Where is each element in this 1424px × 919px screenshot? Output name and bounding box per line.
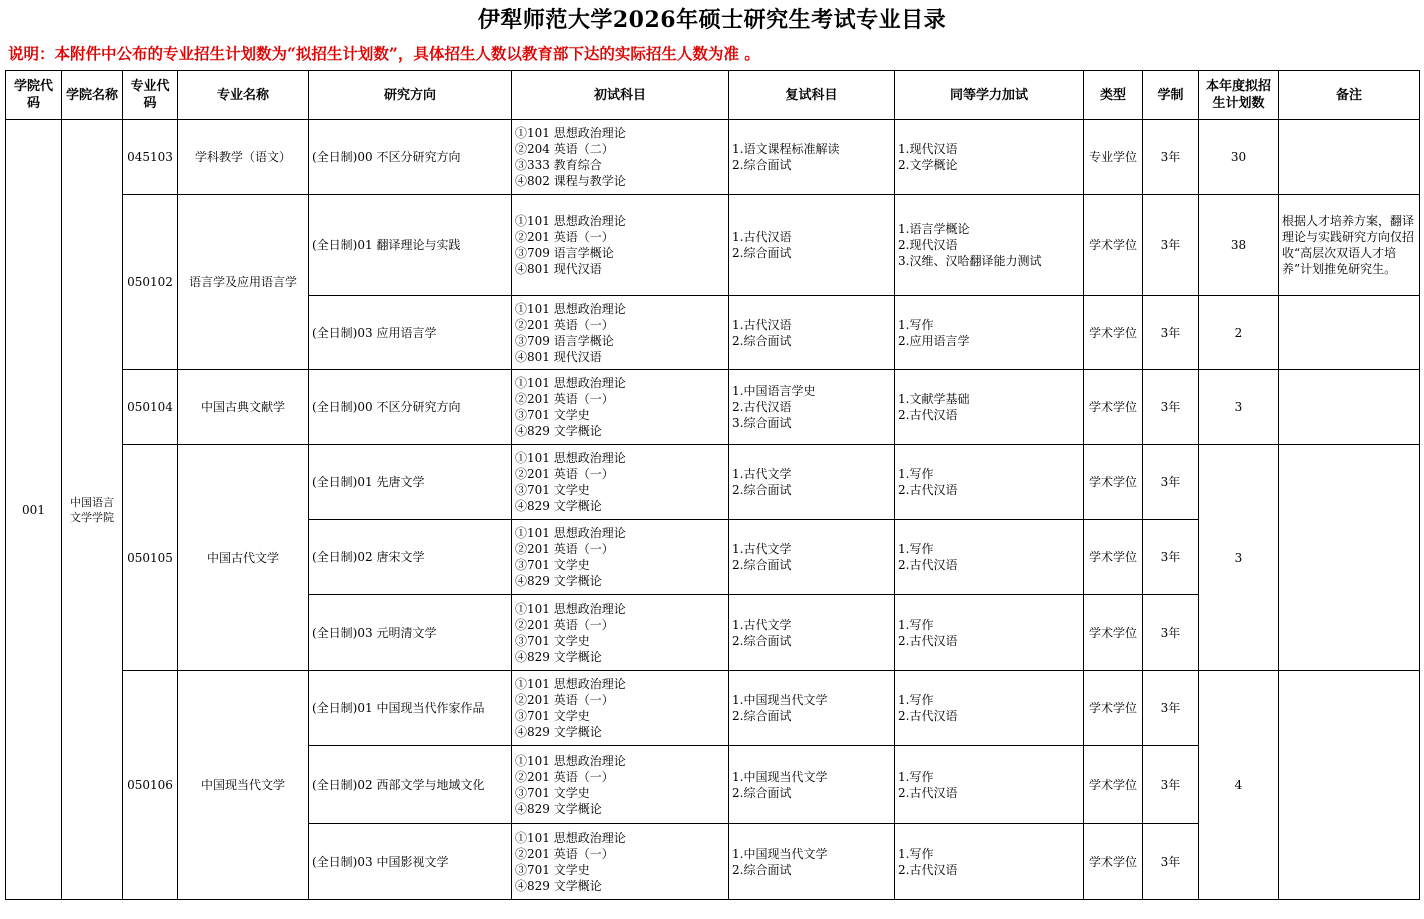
equivalent-subject: 1.写作 [898, 467, 934, 481]
direction-cell: (全日制)03 应用语言学 [309, 296, 512, 370]
equivalent-exam-cell [895, 195, 1084, 296]
college-name-cell: 中国语言文学学院 [62, 120, 123, 900]
prelim-subject: ③701 文学史 [515, 558, 590, 572]
table-row [6, 195, 1420, 296]
prelim-subject: ②201 英语（一） [515, 317, 614, 332]
retest-subjects-cell [729, 746, 895, 824]
direction-cell: (全日制)03 中国影视文学 [309, 824, 512, 900]
type-cell: 学术学位 [1084, 296, 1143, 370]
retest-subject: 2.综合面试 [732, 862, 792, 877]
retest-subject: 1.中国现当代文学 [732, 846, 828, 861]
retest-subject: 1.中国现当代文学 [732, 769, 828, 784]
prelim-subject: ②201 英语（一） [515, 693, 614, 707]
prelim-subject: ①101 思想政治理论 [515, 214, 626, 228]
duration-cell: 3年 [1143, 824, 1199, 900]
table-row [6, 671, 1420, 746]
plan-cell: 3 [1199, 445, 1279, 671]
prelim-subjects-cell [512, 370, 729, 445]
prelim-subject: ③701 文学史 [515, 785, 590, 800]
retest-subject: 2.综合面试 [732, 633, 792, 648]
retest-subjects-cell [729, 120, 895, 195]
direction-cell: (全日制)02 西部文学与地域文化 [309, 746, 512, 824]
header-equivalent-exam: 同等学力加试 [895, 71, 1084, 120]
prelim-subjects-cell [512, 195, 729, 296]
equivalent-exam-cell [895, 370, 1084, 445]
major-code-cell: 050102 [123, 195, 178, 370]
prelim-subject: ③701 文学史 [515, 862, 590, 877]
duration-cell: 3年 [1143, 445, 1199, 520]
direction-cell: (全日制)03 元明清文学 [309, 595, 512, 671]
direction-cell: (全日制)01 先唐文学 [309, 445, 512, 520]
prelim-subjects-cell [512, 824, 729, 900]
equivalent-subject: 2.古代汉语 [898, 709, 958, 723]
retest-subject: 2.古代汉语 [732, 400, 792, 414]
plan-cell: 2 [1199, 296, 1279, 370]
prelim-subject: ③709 语言学概论 [515, 246, 614, 260]
prelim-subject: ②201 英语（一） [515, 392, 614, 406]
equivalent-subject: 1.写作 [898, 693, 934, 707]
prelim-subject: ③701 文学史 [515, 483, 590, 497]
prelim-subject: ④829 文学概论 [515, 725, 602, 739]
type-cell: 学术学位 [1084, 595, 1143, 671]
equivalent-subject: 1.文献学基础 [898, 392, 970, 406]
prelim-subject: ②201 英语（一） [515, 467, 614, 481]
equivalent-exam-cell [895, 445, 1084, 520]
equivalent-subject: 1.语言学概论 [898, 222, 970, 236]
equivalent-exam-cell [895, 824, 1084, 900]
equivalent-subject: 1.写作 [898, 769, 934, 784]
equivalent-subject: 1.写作 [898, 317, 934, 332]
retest-subjects-cell [729, 445, 895, 520]
prelim-subject: ③701 文学史 [515, 633, 590, 648]
direction-cell: (全日制)01 中国现当代作家作品 [309, 671, 512, 746]
prelim-subject: ②201 英语（一） [515, 542, 614, 556]
remark-cell [1279, 370, 1420, 445]
retest-subject: 2.综合面试 [732, 333, 792, 348]
direction-cell: (全日制)01 翻译理论与实践 [309, 195, 512, 296]
remark-cell [1279, 120, 1420, 195]
retest-subject: 1.中国语言学史 [732, 384, 816, 398]
prelim-subject: ①101 思想政治理论 [515, 677, 626, 691]
equivalent-subject: 2.古代汉语 [898, 558, 958, 572]
prelim-subject: ③333 教育综合 [515, 158, 602, 172]
prelim-subject: ④802 课程与教学论 [515, 174, 626, 188]
prelim-subject: ③701 文学史 [515, 709, 590, 723]
major-name-cell: 中国古典文献学 [178, 370, 309, 445]
prelim-subject: ②201 英语（一） [515, 617, 614, 632]
prelim-subjects-cell [512, 595, 729, 671]
prelim-subject: ①101 思想政治理论 [515, 301, 626, 316]
type-cell: 专业学位 [1084, 120, 1143, 195]
prelim-subject: ④801 现代汉语 [515, 262, 602, 276]
remark-cell [1279, 296, 1420, 370]
header-college-code: 学院代码 [6, 71, 62, 120]
prelim-subject: ③701 文学史 [515, 408, 590, 422]
header-remark: 备注 [1279, 71, 1420, 120]
prelim-subject: ②201 英语（一） [515, 230, 614, 244]
header-direction: 研究方向 [309, 71, 512, 120]
program-catalog-table [5, 70, 1420, 900]
header-college-name: 学院名称 [62, 71, 123, 120]
prelim-subject: ④829 文学概论 [515, 499, 602, 513]
header-retest-subjects: 复试科目 [729, 71, 895, 120]
prelim-subject: ④829 文学概论 [515, 424, 602, 438]
major-name-cell: 中国现当代文学 [178, 671, 309, 900]
major-code-cell: 050104 [123, 370, 178, 445]
type-cell: 学术学位 [1084, 671, 1143, 746]
header-prelim-subjects: 初试科目 [512, 71, 729, 120]
major-name-cell: 中国古代文学 [178, 445, 309, 671]
major-name-cell: 学科教学（语文） [178, 120, 309, 195]
plan-cell: 4 [1199, 671, 1279, 900]
type-cell: 学术学位 [1084, 520, 1143, 595]
equivalent-subject: 2.古代汉语 [898, 862, 958, 877]
prelim-subjects-cell [512, 296, 729, 370]
plan-cell: 30 [1199, 120, 1279, 195]
prelim-subject: ④829 文学概论 [515, 878, 602, 893]
retest-subject: 2.综合面试 [732, 483, 792, 497]
retest-subjects-cell [729, 520, 895, 595]
retest-subjects-cell [729, 595, 895, 671]
prelim-subject: ④801 现代汉语 [515, 349, 602, 364]
prelim-subject: ④829 文学概论 [515, 801, 602, 816]
retest-subject: 2.综合面试 [732, 558, 792, 572]
page-title: 伊犁师范大学2026年硕士研究生考试专业目录 [477, 7, 947, 33]
equivalent-subject: 2.现代汉语 [898, 238, 958, 252]
retest-subjects-cell [729, 296, 895, 370]
duration-cell: 3年 [1143, 746, 1199, 824]
equivalent-exam-cell [895, 746, 1084, 824]
major-code-cell: 045103 [123, 120, 178, 195]
direction-cell: (全日制)00 不区分研究方向 [309, 370, 512, 445]
prelim-subjects-cell [512, 445, 729, 520]
table-row [6, 120, 1420, 195]
retest-subjects-cell [729, 671, 895, 746]
retest-subject: 1.古代文学 [732, 467, 792, 481]
retest-subject: 1.古代汉语 [732, 230, 792, 244]
equivalent-exam-cell [895, 120, 1084, 195]
remark-cell: 根据人才培养方案，翻译理论与实践研究方向仅招收“高层次双语人才培养”计划推免研究生。 [1279, 195, 1420, 296]
direction-cell: (全日制)02 唐宋文学 [309, 520, 512, 595]
equivalent-subject: 2.应用语言学 [898, 333, 970, 348]
equivalent-subject: 2.古代汉语 [898, 408, 958, 422]
equivalent-subject: 2.古代汉语 [898, 785, 958, 800]
remark-cell [1279, 445, 1420, 671]
retest-subjects-cell [729, 195, 895, 296]
prelim-subject: ①101 思想政治理论 [515, 526, 626, 540]
header-duration: 学制 [1143, 71, 1199, 120]
college-code-cell: 001 [6, 120, 62, 900]
equivalent-subject: 2.古代汉语 [898, 483, 958, 497]
direction-cell: (全日制)00 不区分研究方向 [309, 120, 512, 195]
equivalent-subject: 3.汉维、汉哈翻译能力测试 [898, 254, 1042, 268]
prelim-subject: ①101 思想政治理论 [515, 753, 626, 768]
equivalent-exam-cell [895, 520, 1084, 595]
remark-cell [1279, 671, 1420, 900]
equivalent-exam-cell [895, 671, 1084, 746]
retest-subjects-cell [729, 824, 895, 900]
prelim-subject: ①101 思想政治理论 [515, 451, 626, 465]
table-header-row [6, 71, 1420, 120]
table-row [6, 445, 1420, 520]
prelim-subject: ②201 英语（一） [515, 769, 614, 784]
major-name-cell: 语言学及应用语言学 [178, 195, 309, 370]
prelim-subject: ②201 英语（一） [515, 846, 614, 861]
equivalent-exam-cell [895, 296, 1084, 370]
retest-subject: 2.综合面试 [732, 246, 792, 260]
duration-cell: 3年 [1143, 520, 1199, 595]
prelim-subject: ②204 英语（二） [515, 142, 614, 156]
prelim-subject: ①101 思想政治理论 [515, 376, 626, 390]
retest-subject: 1.古代文学 [732, 617, 792, 632]
major-code-cell: 050105 [123, 445, 178, 671]
retest-subject: 1.古代汉语 [732, 317, 792, 332]
retest-subject: 2.综合面试 [732, 785, 792, 800]
prelim-subject: ①101 思想政治理论 [515, 126, 626, 140]
prelim-subject: ④829 文学概论 [515, 574, 602, 588]
equivalent-exam-cell [895, 595, 1084, 671]
prelim-subjects-cell [512, 671, 729, 746]
prelim-subjects-cell [512, 520, 729, 595]
header-type: 类型 [1084, 71, 1143, 120]
equivalent-subject: 2.古代汉语 [898, 633, 958, 648]
prelim-subject: ①101 思想政治理论 [515, 601, 626, 616]
duration-cell: 3年 [1143, 370, 1199, 445]
type-cell: 学术学位 [1084, 824, 1143, 900]
retest-subject: 2.综合面试 [732, 709, 792, 723]
equivalent-subject: 1.现代汉语 [898, 142, 958, 156]
retest-subjects-cell [729, 370, 895, 445]
duration-cell: 3年 [1143, 671, 1199, 746]
notice-text: 说明：本附件中公布的专业招生计划数为“拟招生计划数”，具体招生人数以教育部下达的实际招生人数为准 。 [8, 44, 760, 63]
retest-subject: 1.古代文学 [732, 542, 792, 556]
duration-cell: 3年 [1143, 195, 1199, 296]
prelim-subject: ①101 思想政治理论 [515, 830, 626, 845]
retest-subject: 1.语文课程标准解读 [732, 142, 840, 156]
prelim-subject: ④829 文学概论 [515, 649, 602, 664]
plan-cell: 3 [1199, 370, 1279, 445]
retest-subject: 2.综合面试 [732, 158, 792, 172]
table-row [6, 370, 1420, 445]
header-major-name: 专业名称 [178, 71, 309, 120]
equivalent-subject: 1.写作 [898, 542, 934, 556]
duration-cell: 3年 [1143, 595, 1199, 671]
header-major-code: 专业代码 [123, 71, 178, 120]
equivalent-subject: 1.写作 [898, 846, 934, 861]
equivalent-subject: 2.文学概论 [898, 158, 958, 172]
duration-cell: 3年 [1143, 296, 1199, 370]
header-plan: 本年度拟招生计划数 [1199, 71, 1279, 120]
type-cell: 学术学位 [1084, 445, 1143, 520]
type-cell: 学术学位 [1084, 746, 1143, 824]
duration-cell: 3年 [1143, 120, 1199, 195]
type-cell: 学术学位 [1084, 370, 1143, 445]
type-cell: 学术学位 [1084, 195, 1143, 296]
equivalent-subject: 1.写作 [898, 617, 934, 632]
plan-cell: 38 [1199, 195, 1279, 296]
prelim-subjects-cell [512, 120, 729, 195]
retest-subject: 3.综合面试 [732, 416, 792, 430]
prelim-subject: ③709 语言学概论 [515, 333, 614, 348]
retest-subject: 1.中国现当代文学 [732, 693, 828, 707]
prelim-subjects-cell [512, 746, 729, 824]
major-code-cell: 050106 [123, 671, 178, 900]
